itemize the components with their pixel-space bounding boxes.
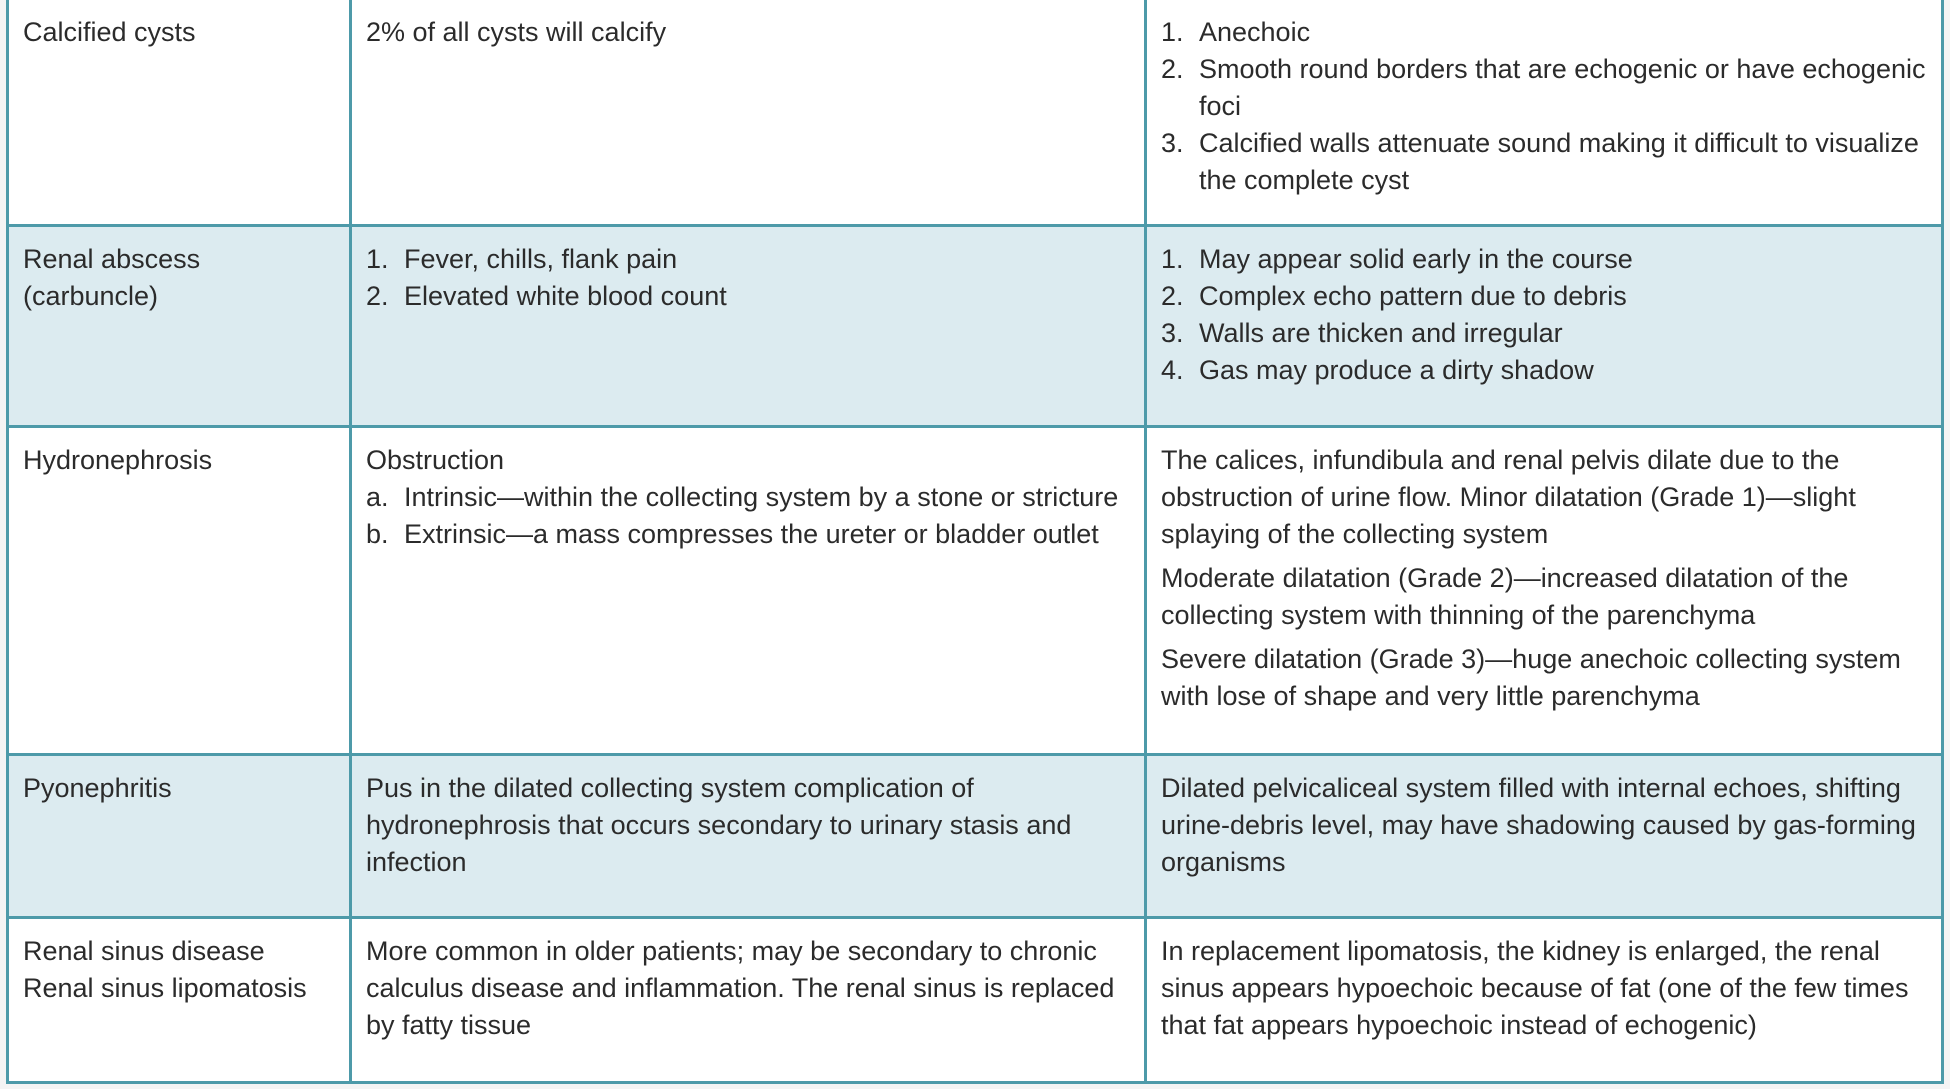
condition-cell: [9, 227, 352, 425]
condition-name: Hydronephrosis: [23, 445, 213, 475]
renal-pathology-table: [6, 0, 1944, 1084]
table-row: [9, 916, 1941, 1081]
list-item: 3. Walls are thicken and irregular: [1161, 318, 1563, 348]
table-row: [9, 224, 1941, 425]
clinical-cell: [352, 919, 1147, 1081]
clinical-cell: [352, 227, 1147, 425]
clinical-cell: [352, 756, 1147, 916]
clinical-text: More common in older patients; may be secondary to chronic calculus disease and inflammation. The renal sinus is replaced by fatty tissue: [366, 936, 1115, 1040]
list-item: 3. Calcified walls attenuate sound making it difficult to visualize the complete cyst: [1161, 128, 1919, 195]
clinical-cell: [352, 0, 1147, 224]
condition-subname: (carbuncle): [23, 281, 159, 311]
list-item: 2. Complex echo pattern due to debris: [1161, 281, 1627, 311]
findings-cell: [1147, 227, 1941, 425]
findings-paragraph: The calices, infundibula and renal pelvis dilate due to the obstruction of urine flow. Minor dilatation (Grade 1)—slight splaying of the collecting system: [1161, 445, 1856, 549]
list-item: b. Extrinsic—a mass compresses the ureter or bladder outlet: [366, 519, 1099, 549]
table-row: [9, 425, 1941, 753]
list-item: 2. Elevated white blood count: [366, 281, 727, 311]
condition-cell: [9, 428, 352, 753]
findings-paragraph: Moderate dilatation (Grade 2)—increased dilatation of the collecting system with thinning of the parenchyma: [1161, 563, 1849, 630]
list-item: a. Intrinsic—within the collecting system by a stone or stricture: [366, 482, 1119, 512]
findings-cell: [1147, 919, 1941, 1081]
findings-paragraph: In replacement lipomatosis, the kidney is enlarged, the renal sinus appears hypoechoic because of fat (one of the few times that fat appears hypoechoic instead of echogenic): [1161, 936, 1909, 1040]
condition-cell: [9, 756, 352, 916]
table-row: [9, 753, 1941, 916]
condition-subname: Renal sinus lipomatosis: [23, 973, 307, 1003]
condition-name: Renal abscess: [23, 244, 201, 274]
condition-cell: [9, 0, 352, 224]
clinical-text: 2% of all cysts will calcify: [366, 17, 667, 47]
clinical-intro: Obstruction: [366, 445, 505, 475]
table-row: [9, 0, 1941, 224]
clinical-text: Pus in the dilated collecting system complication of hydronephrosis that occurs secondary to urinary stasis and infection: [366, 773, 1072, 877]
clinical-cell: [352, 428, 1147, 753]
list-item: 4. Gas may produce a dirty shadow: [1161, 355, 1594, 385]
findings-paragraph: Severe dilatation (Grade 3)—huge anechoic collecting system with lose of shape and very little parenchyma: [1161, 644, 1901, 711]
findings-paragraph: Dilated pelvicaliceal system filled with internal echoes, shifting urine-debris level, may have shadowing caused by gas-forming organisms: [1161, 773, 1916, 877]
list-item: 1. May appear solid early in the course: [1161, 244, 1633, 274]
condition-name: Renal sinus disease: [23, 936, 265, 966]
findings-cell: [1147, 428, 1941, 753]
list-item: 1. Fever, chills, flank pain: [366, 244, 678, 274]
condition-cell: [9, 919, 352, 1081]
list-item: 1. Anechoic: [1161, 17, 1311, 47]
findings-cell: [1147, 0, 1941, 224]
list-item: 2. Smooth round borders that are echogenic or have echogenic foci: [1161, 54, 1926, 121]
findings-cell: [1147, 756, 1941, 916]
condition-name: Calcified cysts: [23, 17, 196, 47]
condition-name: Pyonephritis: [23, 773, 172, 803]
